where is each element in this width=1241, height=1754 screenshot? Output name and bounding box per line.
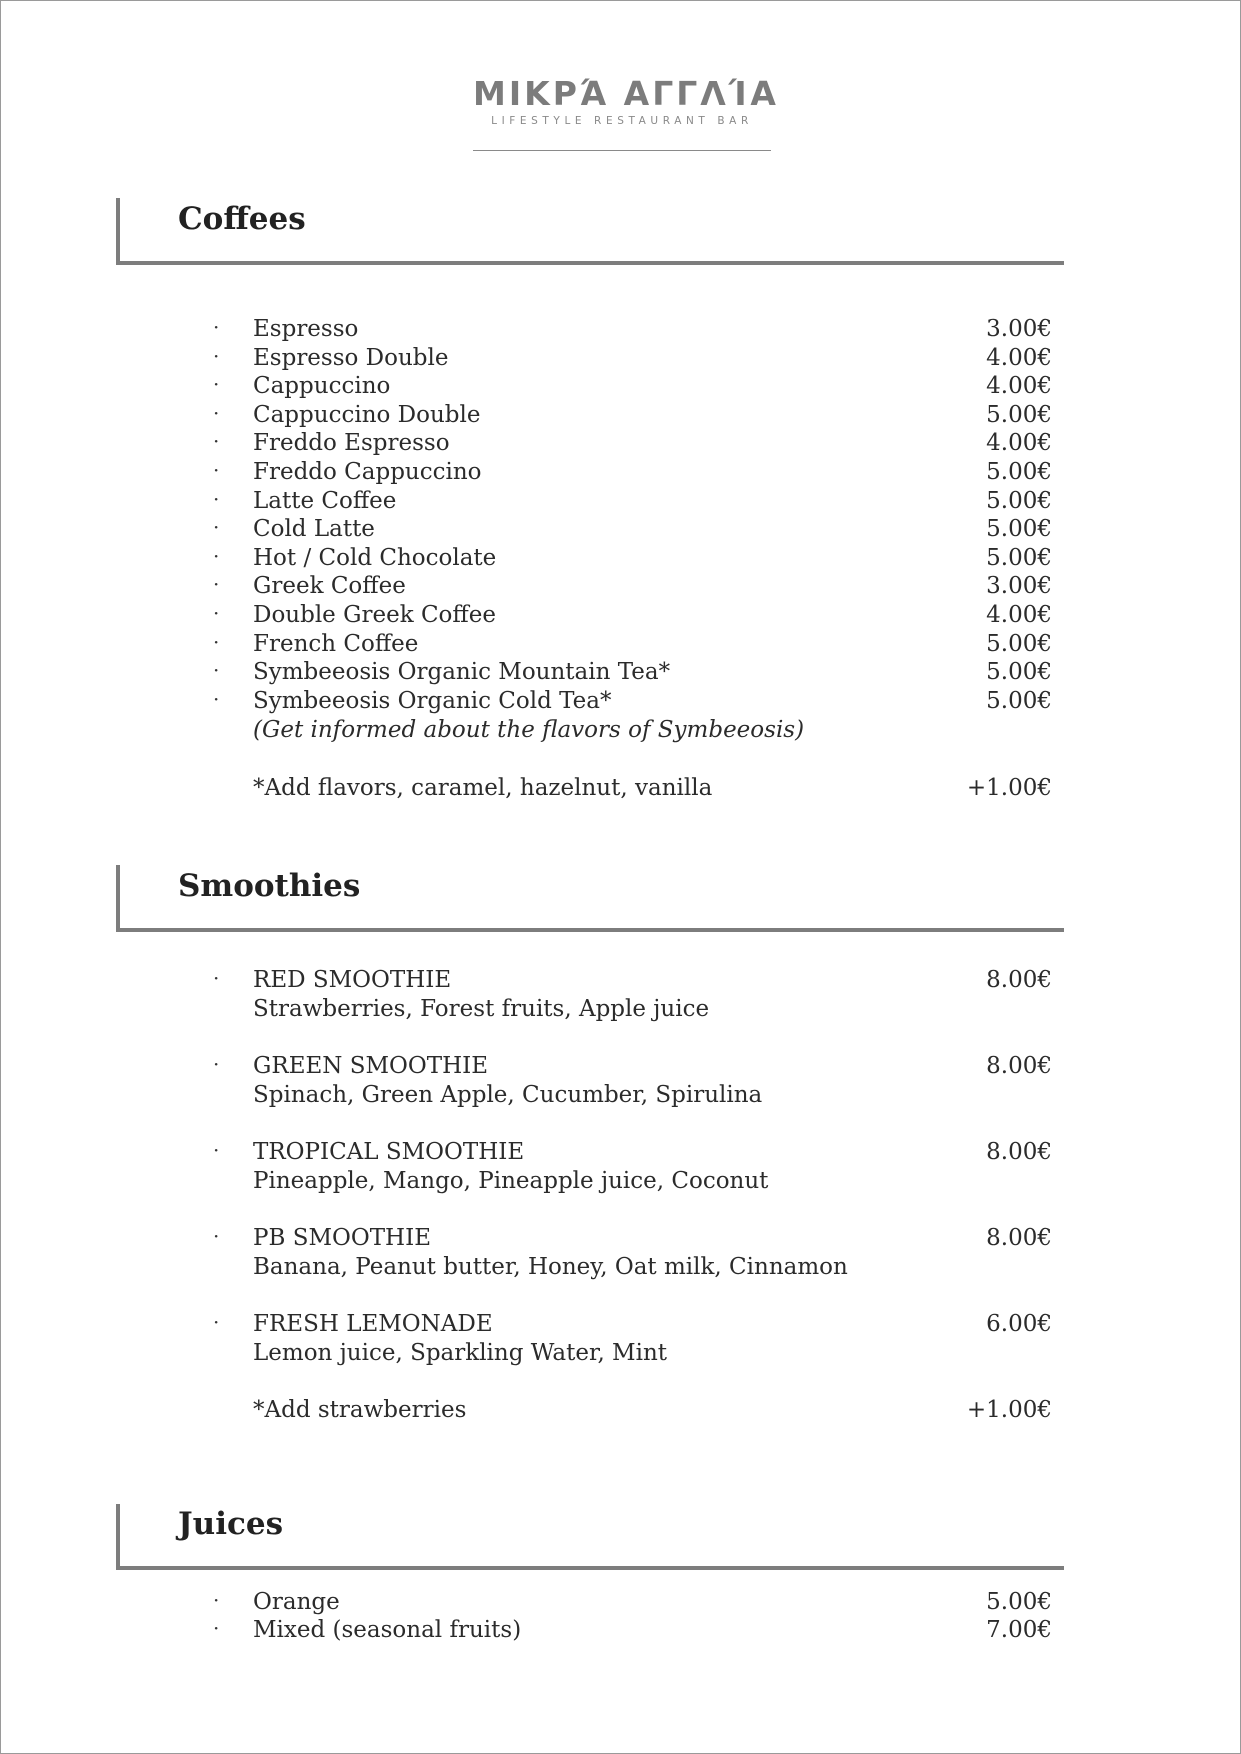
item-name: RED SMOOTHIE <box>253 967 452 993</box>
item-name: TROPICAL SMOOTHIE <box>253 1139 525 1165</box>
item-price: 3.00€ <box>986 573 1052 599</box>
menu-note <box>1 716 1241 744</box>
bullet-icon: · <box>213 687 220 711</box>
section-title: Juices <box>178 1506 284 1542</box>
bullet-icon: · <box>213 1052 220 1076</box>
bullet-icon: · <box>213 572 220 596</box>
item-name: Symbeeosis Organic Mountain Tea* <box>253 659 671 685</box>
item-name: Cappuccino Double <box>253 402 481 428</box>
item-name: Espresso Double <box>253 345 449 371</box>
logo-name: ΜΙΚΡΆ ΑΓΓΛΊΑ <box>473 74 779 113</box>
item-description-row <box>1 1167 1241 1195</box>
item-price: 5.00€ <box>986 402 1052 428</box>
item-description-row <box>1 1339 1241 1367</box>
logo-divider <box>473 150 771 151</box>
item-name: Mixed (seasonal fruits) <box>253 1617 522 1643</box>
menu-item <box>1 687 1241 715</box>
item-description: Banana, Peanut butter, Honey, Oat milk, Cinnamon <box>253 1254 848 1280</box>
menu-item <box>1 315 1241 343</box>
bullet-icon: · <box>213 1224 220 1248</box>
item-name: Latte Coffee <box>253 488 397 514</box>
item-price: 7.00€ <box>986 1617 1052 1643</box>
item-description-row <box>1 1253 1241 1281</box>
item-description: Strawberries, Forest fruits, Apple juice <box>253 996 710 1022</box>
menu-item <box>1 1616 1241 1644</box>
menu-item <box>1 487 1241 515</box>
item-description-row <box>1 1081 1241 1109</box>
item-name: Symbeeosis Organic Cold Tea* <box>253 688 612 714</box>
item-name: Cold Latte <box>253 516 375 542</box>
item-price: 8.00€ <box>986 1225 1052 1251</box>
menu-item <box>1 966 1241 994</box>
bullet-icon: · <box>213 630 220 654</box>
item-price: 5.00€ <box>986 459 1052 485</box>
menu-item <box>1 458 1241 486</box>
bullet-icon: · <box>213 344 220 368</box>
section-title: Coffees <box>178 201 306 237</box>
bullet-icon: · <box>213 1310 220 1334</box>
section-header-smoothies <box>116 865 1064 932</box>
item-price: 4.00€ <box>986 602 1052 628</box>
bullet-icon: · <box>213 487 220 511</box>
item-name: Double Greek Coffee <box>253 602 496 628</box>
item-price: 4.00€ <box>986 430 1052 456</box>
item-price: 4.00€ <box>986 373 1052 399</box>
menu-item <box>1 630 1241 658</box>
item-price: 5.00€ <box>986 516 1052 542</box>
item-description: Lemon juice, Sparkling Water, Mint <box>253 1340 668 1366</box>
item-price: 6.00€ <box>986 1311 1052 1337</box>
bullet-icon: · <box>213 315 220 339</box>
bullet-icon: · <box>213 1138 220 1162</box>
addon-price: +1.00€ <box>966 1397 1052 1423</box>
bullet-icon: · <box>213 372 220 396</box>
addon-price: +1.00€ <box>966 775 1052 801</box>
item-name: Freddo Cappuccino <box>253 459 482 485</box>
item-name: PB SMOOTHIE <box>253 1225 431 1251</box>
bullet-icon: · <box>213 544 220 568</box>
bullet-icon: · <box>213 429 220 453</box>
note-text: (Get informed about the flavors of Symbeeosis) <box>253 717 805 743</box>
addon-name: *Add flavors, caramel, hazelnut, vanilla <box>253 775 713 801</box>
addon-name: *Add strawberries <box>253 1397 467 1423</box>
item-description: Spinach, Green Apple, Cucumber, Spirulina <box>253 1082 763 1108</box>
menu-item <box>1 1588 1241 1616</box>
bullet-icon: · <box>213 515 220 539</box>
bullet-icon: · <box>213 658 220 682</box>
item-name: GREEN SMOOTHIE <box>253 1053 488 1079</box>
menu-item <box>1 1052 1241 1080</box>
menu-item <box>1 544 1241 572</box>
item-name: French Coffee <box>253 631 419 657</box>
item-price: 5.00€ <box>986 545 1052 571</box>
menu-item <box>1 601 1241 629</box>
item-description: Pineapple, Mango, Pineapple juice, Coconut <box>253 1168 769 1194</box>
item-name: Hot / Cold Chocolate <box>253 545 497 571</box>
item-price: 5.00€ <box>986 631 1052 657</box>
item-name: FRESH LEMONADE <box>253 1311 493 1337</box>
item-name: Espresso <box>253 316 359 342</box>
item-price: 8.00€ <box>986 967 1052 993</box>
item-price: 4.00€ <box>986 345 1052 371</box>
item-price: 3.00€ <box>986 316 1052 342</box>
bullet-icon: · <box>213 458 220 482</box>
section-header-juices <box>116 1504 1064 1570</box>
item-name: Orange <box>253 1589 340 1615</box>
menu-item <box>1 515 1241 543</box>
item-name: Freddo Espresso <box>253 430 450 456</box>
item-description-row <box>1 995 1241 1023</box>
menu-item <box>1 401 1241 429</box>
bullet-icon: · <box>213 601 220 625</box>
menu-item <box>1 1224 1241 1252</box>
menu-item <box>1 344 1241 372</box>
menu-item <box>1 1138 1241 1166</box>
logo-subtitle: LIFESTYLE RESTAURANT BAR <box>491 115 753 127</box>
menu-item <box>1 572 1241 600</box>
menu-item <box>1 658 1241 686</box>
item-price: 8.00€ <box>986 1053 1052 1079</box>
menu-item <box>1 372 1241 400</box>
menu-item <box>1 1310 1241 1338</box>
item-price: 5.00€ <box>986 688 1052 714</box>
bullet-icon: · <box>213 1616 220 1640</box>
section-header-coffees <box>116 198 1064 265</box>
item-price: 5.00€ <box>986 1589 1052 1615</box>
menu-addon <box>1 774 1241 802</box>
bullet-icon: · <box>213 966 220 990</box>
bullet-icon: · <box>213 401 220 425</box>
item-price: 5.00€ <box>986 488 1052 514</box>
section-title: Smoothies <box>178 868 361 904</box>
item-name: Greek Coffee <box>253 573 406 599</box>
item-price: 5.00€ <box>986 659 1052 685</box>
menu-addon <box>1 1396 1241 1424</box>
item-price: 8.00€ <box>986 1139 1052 1165</box>
item-name: Cappuccino <box>253 373 391 399</box>
restaurant-logo <box>473 74 779 127</box>
menu-item <box>1 429 1241 457</box>
bullet-icon: · <box>213 1588 220 1612</box>
